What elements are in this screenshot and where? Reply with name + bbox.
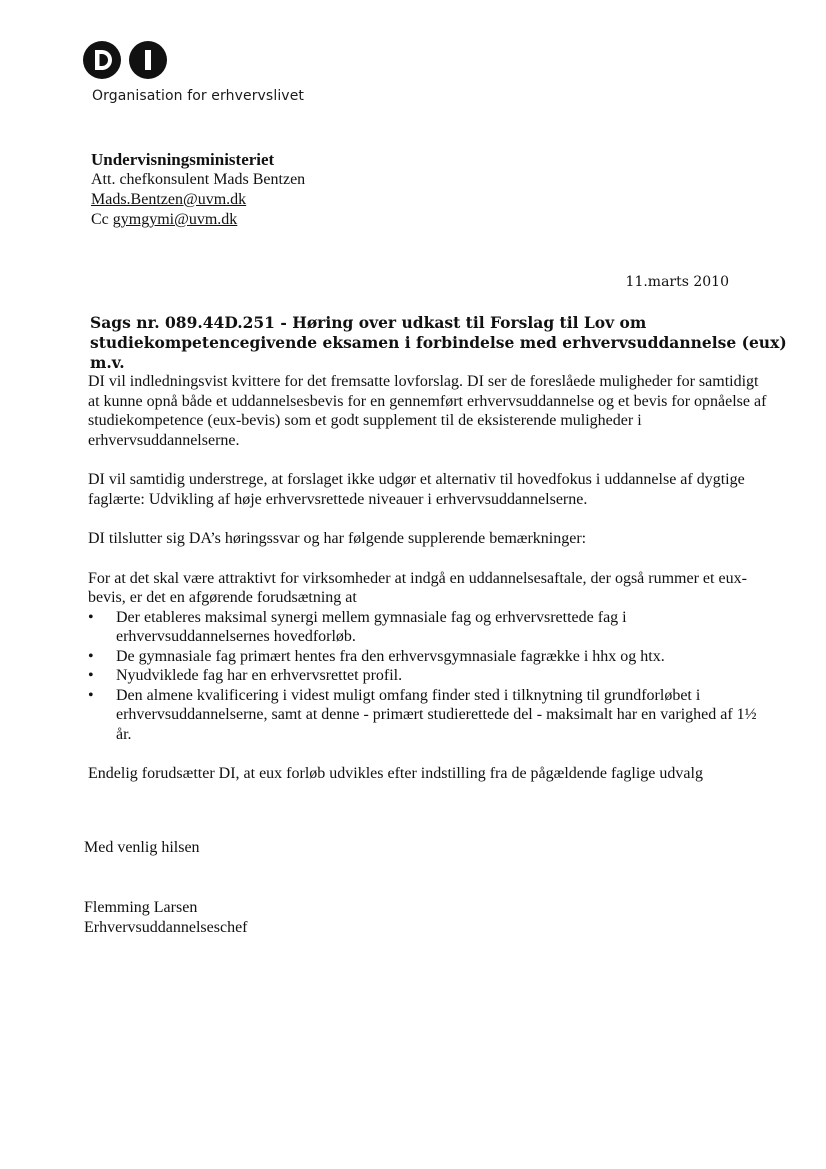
list-item-text: De gymnasiale fag primært hentes fra den erhvervsgymnasiale fagrække i hhx og htx. xyxy=(116,647,665,665)
subject-heading xyxy=(90,313,790,373)
recipient-attention: Att. chefkonsulent Mads Bentzen xyxy=(91,171,306,188)
recipient-name: Undervisningsministeriet xyxy=(91,150,275,169)
list-item xyxy=(88,666,770,686)
letter-body xyxy=(88,372,770,804)
bullet-icon: • xyxy=(88,667,94,684)
signer-title: Erhvervsuddannelseschef xyxy=(84,919,248,936)
subject-line-2: studiekompetencegivende eksamen i forbindelse med erhvervsuddannelse (eux) m.v. xyxy=(90,333,787,372)
paragraph-conditions: For at det skal være attraktivt for virksomheder at indgå en uddannelsesaftale, der også rummer et eux-bevis, er det en afgørende forudsætning at xyxy=(88,569,747,606)
paragraph-endorsement: DI tilslutter sig DA’s høringssvar og har følgende supplerende bemærkninger: xyxy=(88,530,587,547)
bullet-icon: • xyxy=(88,608,94,626)
list-item xyxy=(88,647,770,667)
list-item xyxy=(88,608,770,647)
paragraph-final: Endelig forudsætter DI, at eux forløb udvikles efter indstilling fra de pågældende faglige udvalg xyxy=(88,765,703,782)
subject-line-1: Sags nr. 089.44D.251 - Høring over udkast til Forslag til Lov om xyxy=(90,313,647,332)
cc-line xyxy=(91,210,305,230)
letter-date: 11.marts 2010 xyxy=(625,274,729,290)
cc-prefix: Cc xyxy=(91,211,113,228)
list-item-text: Den almene kvalificering i videst muligt omfang finder sted i tilknytning til grundforløbet i erhvervsuddannelserne, samt at denne - primært studierettede del - maksimalt har en varighed af 1½ år. xyxy=(116,686,757,743)
list-item xyxy=(88,686,770,745)
recipient-block xyxy=(91,150,305,230)
paragraph-intro: DI vil indledningsvist kvittere for det fremsatte lovforslag. DI ser de foreslåede muligheder for samtidigt at kunne opnå både et uddannelsesbevis for en gennemført erhvervsuddannelse og et bevis for opnåelse af studiekompetence (eux-bevis) som et godt supplement til de eksisterende muligheder i erhvervsuddannelserne. xyxy=(88,373,767,449)
di-logo xyxy=(82,40,172,80)
list-item-text: Der etableres maksimal synergi mellem gymnasiale fag og erhvervsrettede fag i erhvervsuddannelsernes hovedforløb. xyxy=(116,608,627,645)
list-item-text: Nyudviklede fag har en erhvervsrettet profil. xyxy=(116,667,403,684)
closing-salutation: Med venlig hilsen xyxy=(84,839,200,856)
bullet-icon: • xyxy=(88,647,94,665)
organisation-tagline: Organisation for erhvervslivet xyxy=(92,88,304,104)
signature-block xyxy=(84,898,248,938)
conditions-list xyxy=(88,608,770,745)
bullet-icon: • xyxy=(88,686,94,704)
signer-name: Flemming Larsen xyxy=(84,899,198,916)
cc-email-link[interactable]: gymgymi@uvm.dk xyxy=(112,211,238,228)
recipient-email-link[interactable]: Mads.Bentzen@uvm.dk xyxy=(91,191,247,208)
paragraph-emphasis: DI vil samtidig understrege, at forslaget ikke udgør et alternativ til hovedfokus i uddannelse af dygtige faglærte: Udvikling af høje erhvervsrettede niveauer i erhvervsuddannelserne. xyxy=(88,471,745,508)
